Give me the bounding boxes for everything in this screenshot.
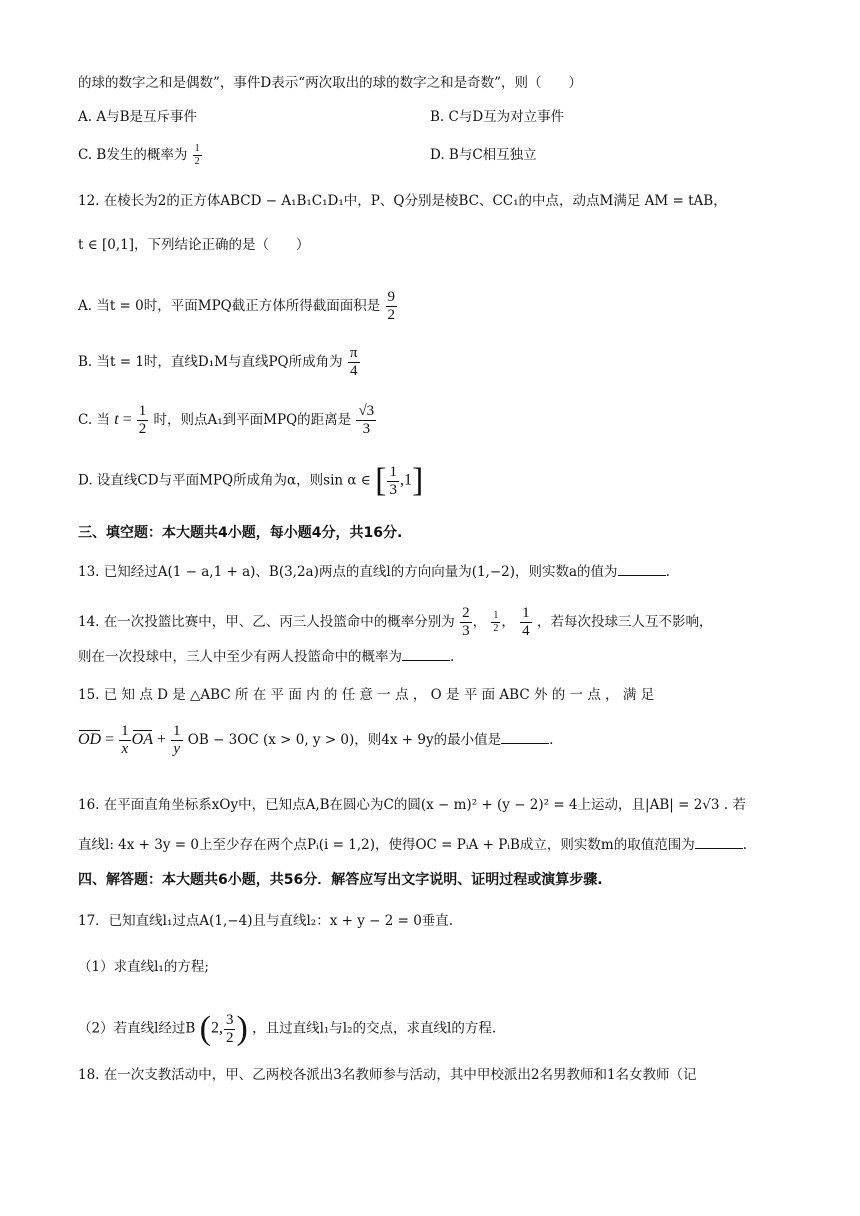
section-4-heading: 四、解答题：本大题共6小题，共56分．解答应写出文字说明、证明过程或演算步骤. [78,872,603,888]
q12-option-a-text: A. 当t = 0时，平面MPQ截正方体所得截面面积是 [78,298,381,314]
q13 [78,561,788,583]
q16-line2 [78,834,788,856]
q12-option-a [78,290,788,323]
q12-option-c: C. 当 t = $\frac{1}{2}$ 时，则点A₁到平面MPQ的距离是 $\frac{√3}{3}$ [78,403,375,437]
q11-option-b: B. C与D互为对立事件 [430,109,565,125]
q12-stem-line1 [78,190,788,212]
fraction-three-halves: $\frac{3}{2}$ [225,1011,234,1046]
fraction-one-half-t: $\frac{1}{2}$ [138,403,147,437]
fraction-nine-halves: $\frac{9}{2}$ [387,289,396,323]
answer-blank-q16 [695,836,743,849]
q13-text: 13. 已知经过A(1 − a,1 + a)、B(3,2a)两点的直线l的方向向量为(1,−2)，则实数a的值为 [78,564,618,580]
q12-option-d: D. 设直线CD与平面MPQ所成角为α，则sin α ∈ [ $\frac{1}{3}$ ,1] [78,462,424,499]
q13-end: . [665,564,670,580]
fraction-sqrt3-over-3: $\frac{√3}{3}$ [358,403,375,437]
q12-stem1-text: 12. 在棱长为2的正方体ABCD − A₁B₁C₁D₁中，P、Q分别是棱BC、CC₁的中点，动点M满足 [78,193,641,209]
q14-line2 [78,646,788,668]
answer-blank [618,563,666,576]
q11-option-a: A. A与B是互斥事件 [78,109,198,125]
section-3-heading: 三、填空题：本大题共4小题，每小题4分，共16分. [78,525,403,541]
q14-post: ，若每次投球三人互不影响， [536,614,713,630]
answer-blank-q15 [501,731,549,744]
q14-line1: 14. 在一次投篮比赛中，甲、乙、丙三人投篮命中的概率分别为 $\frac{2}{3}$ ， $\frac{1}{2}$ ， $\frac{1}{4}$ ，若每次投球三人互不影响， [78,605,713,639]
fraction-one-over-y: $\frac{1}{y}$ [173,723,181,757]
q12-option-c-pre: C. 当 [78,412,110,428]
q17-part2-post: ，且过直线l₁与l₂的交点，求直线l的方程. [252,1020,497,1037]
q12-option-d-text: D. 设直线CD与平面MPQ所成角为α，则sin α ∈ [78,472,371,489]
q16-end: . [742,837,748,853]
q18-stem: 18. 在一次支教活动中，甲、乙两校各派出3名教师参与活动，其中甲校派出2名男教师和1名女教师（记 [78,1067,697,1083]
fraction-pi-over-4: $\frac{\pi}{4}$ [349,345,358,379]
fraction-two-thirds: $\frac{2}{3}$ [462,605,470,639]
answer-blank-q14 [402,648,450,661]
q15-line1: 15. 已 知 点 D 是 △ABC 所 在 平 面 内 的 任 意 一 点 ， O 是 平 面 ABC 外 的 一 点 ， 满 足 [78,687,655,703]
fraction-one-over-x: $\frac{1}{x}$ [121,723,129,757]
q15-line2-text: OB − 3OC (x > 0, y > 0)，则4x + 9y的最小值是 [187,732,502,748]
fraction-one-half-b: $\frac{1}{2}$ [493,610,499,634]
q15-line2: OD = $\frac{1}{x}$ OA + $\frac{1}{y}$ OB − 3OC (x > 0, y > 0)，则4x + 9y的最小值是 . [78,723,554,757]
q14-text: 14. 在一次投篮比赛中，甲、乙、丙三人投篮命中的概率分别为 [78,614,455,630]
q14-line2-text: 则在一次投球中，三人中至少有两人投篮命中的概率为 [78,649,402,665]
q11-option-d: D. B与C相互独立 [430,147,537,163]
fraction-one-quarter: $\frac{1}{4}$ [522,605,530,639]
q12-option-b [78,346,788,379]
q12-option-b-text: B. 当t = 1时，直线D₁M与直线PQ所成角为 [78,354,343,370]
q12-stem-line2: t ∈ [0,1]，下列结论正确的是（ ） [78,237,310,253]
q17-part1: （1）求直线l₁的方程; [78,959,209,975]
q16-line1: 16. 在平面直角坐标系xOy中，已知点A,B在圆心为C的圆(x − m)² + (y − 2)² = 4上运动，且|AB| = 2√3 . 若 [78,797,746,813]
q11-option-c-text: C. B发生的概率为 [78,147,188,163]
q17-part2: （2）若直线l经过B (2, $\frac{3}{2}$ ) ，且过直线l₁与l₂的交点，求直线l的方程. [78,1010,497,1047]
q16-line2-text: 直线l: 4x + 3y = 0上至少存在两个点Pᵢ(i = 1,2)，使得OC = PᵢA + PᵢB成立，则实数m的取值范围为 [78,837,695,853]
q17-part2-pre: （2）若直线l经过B [78,1020,196,1037]
fraction-one-third: $\frac{1}{3}$ [389,463,397,498]
q14-end: . [450,649,455,665]
q12-stem1-tail: AM = tAB， [644,193,727,209]
q12-option-c-mid: 时，则点A₁到平面MPQ的距离是 [153,412,352,428]
q15-end: . [549,732,554,748]
q11-stem-tail: 的球的数字之和是偶数”，事件D表示“两次取出的球的数字之和是奇数”，则（ ） [78,75,583,91]
fraction-one-half: $\frac{1}{2}$ [194,143,200,167]
q17-stem: 17．已知直线l₁过点A(1,−4)且与直线l₂：x + y − 2 = 0垂直. [78,913,454,929]
